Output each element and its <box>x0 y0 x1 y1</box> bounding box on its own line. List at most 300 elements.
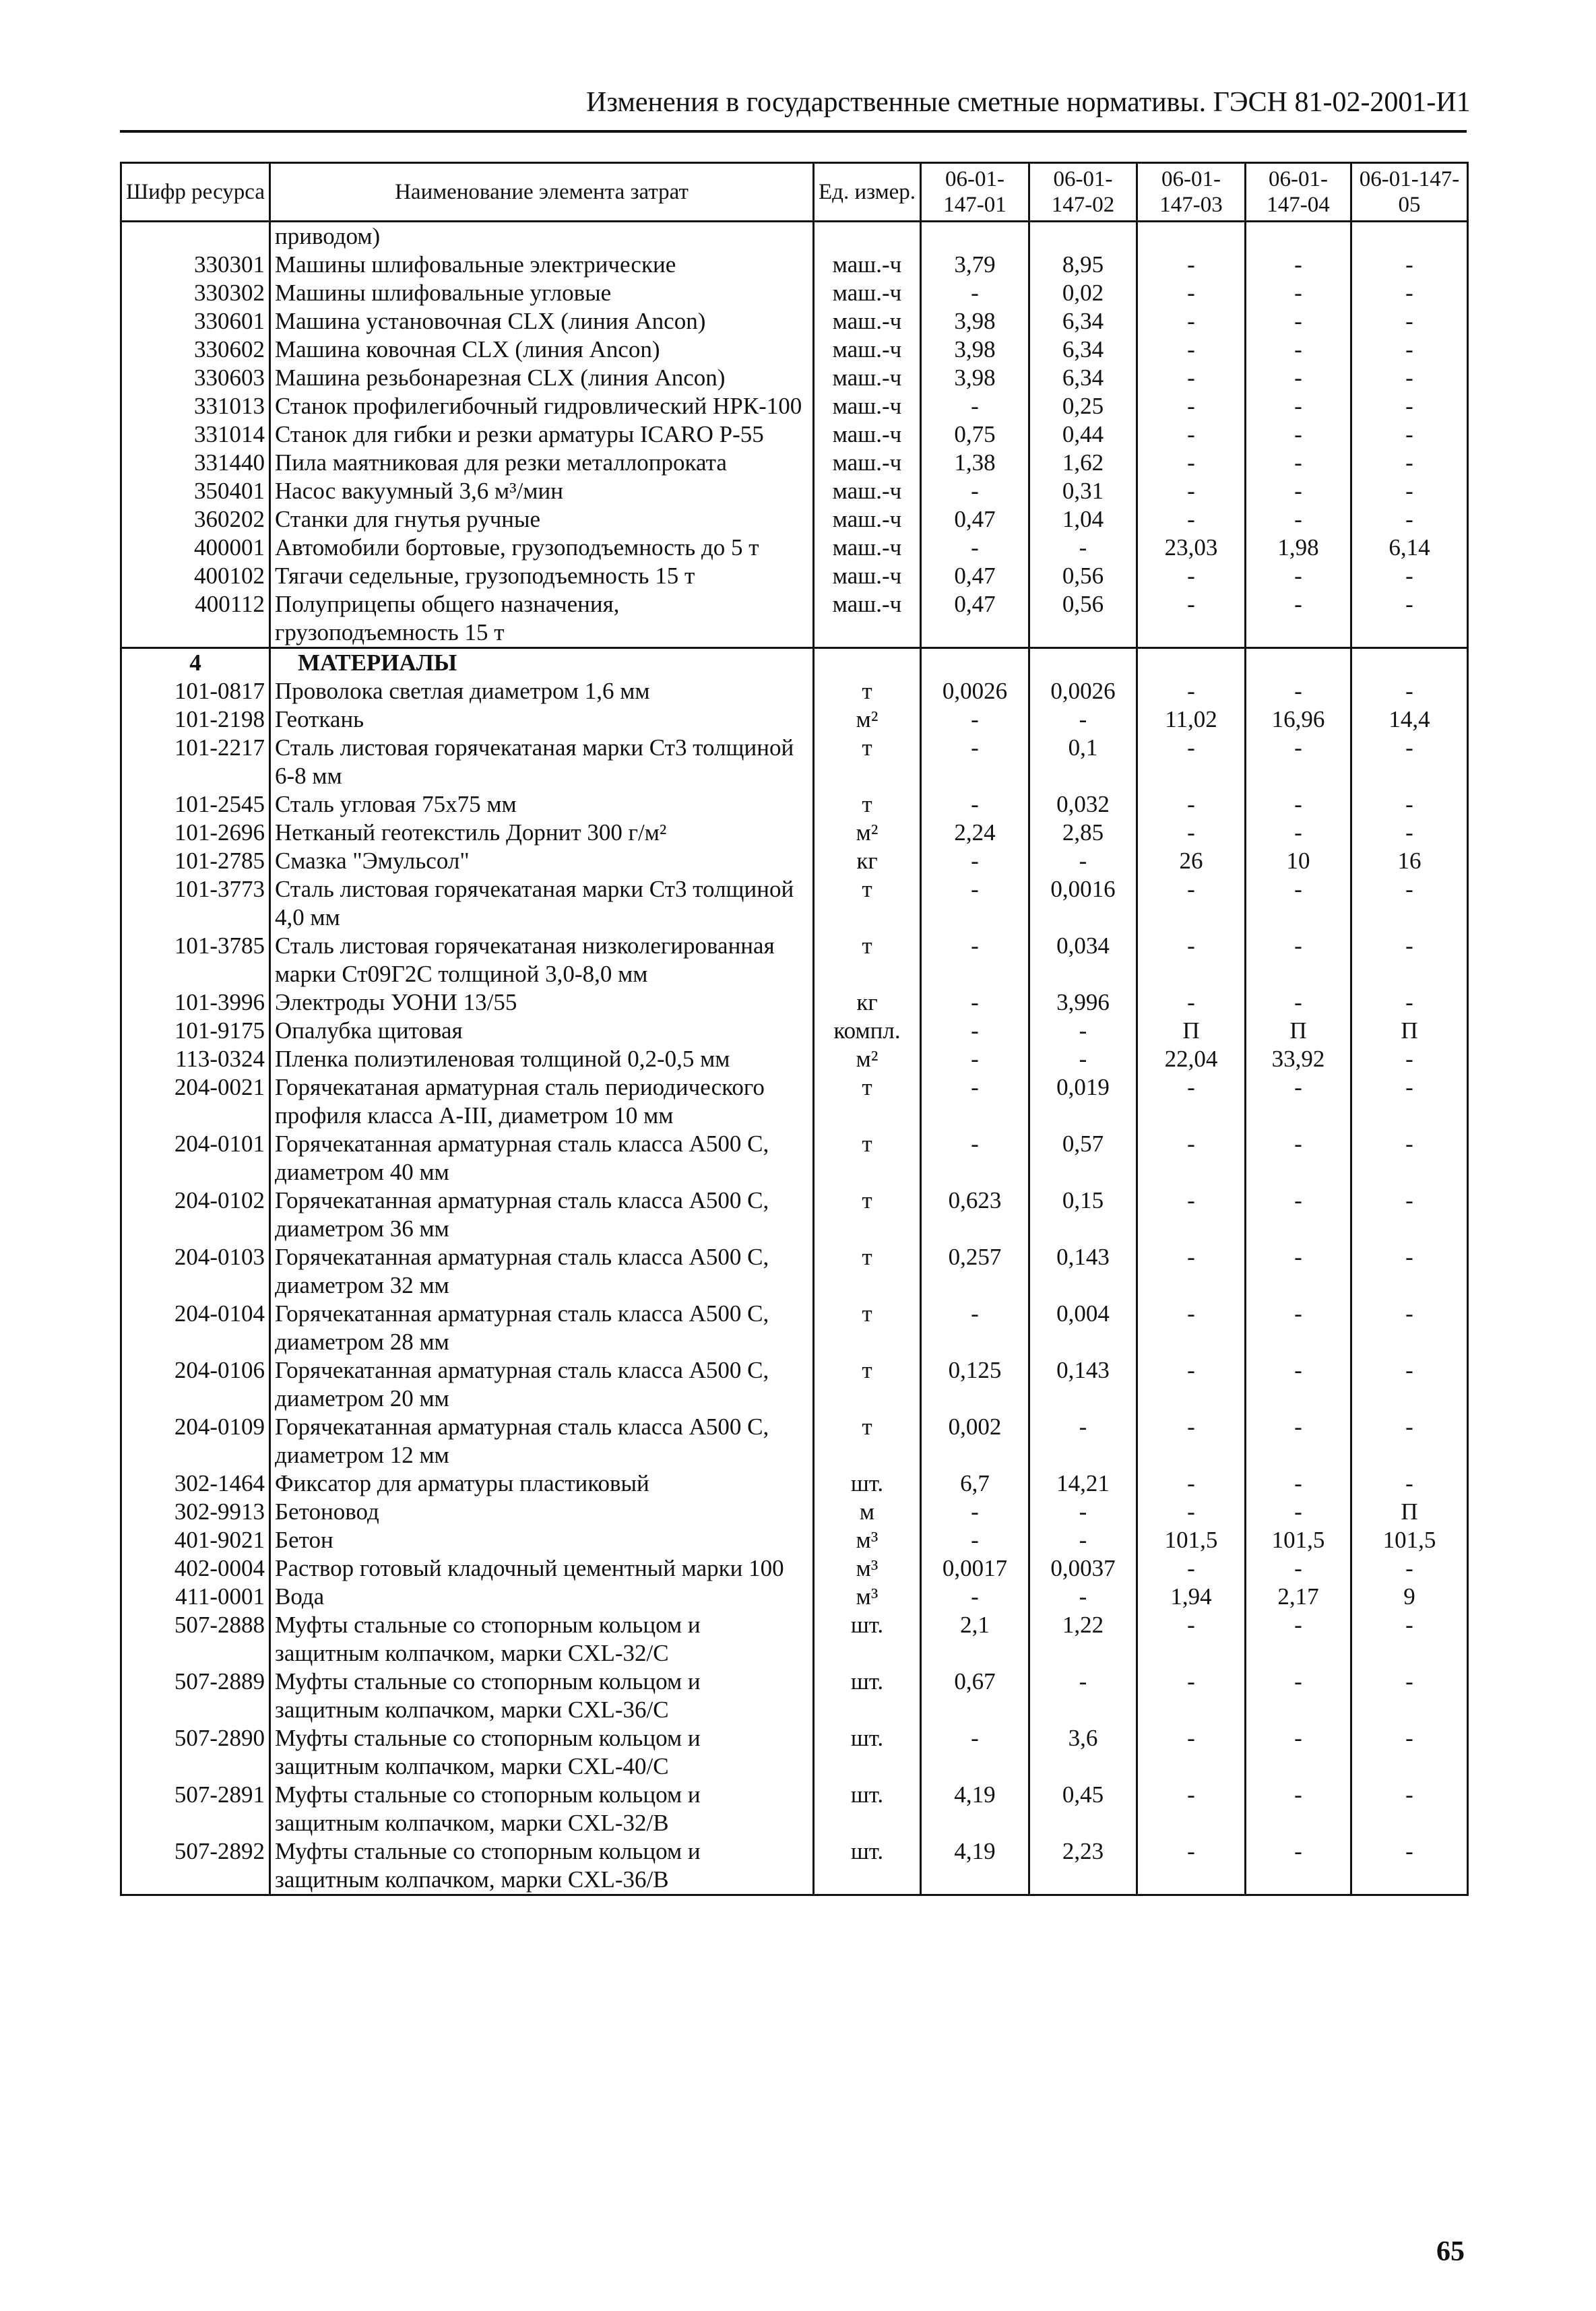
norm-value: - <box>921 477 1029 505</box>
norm-value: - <box>1246 875 1351 932</box>
resource-name: Тягачи седельные, грузоподъемность 15 т <box>270 562 814 590</box>
table-row <box>121 449 1468 477</box>
norm-value: - <box>1351 590 1468 648</box>
resource-unit: т <box>814 1356 921 1413</box>
table-row <box>121 1243 1468 1300</box>
resource-name: Горячекатанная арматурная сталь класса А500 С, диаметром 28 мм <box>270 1300 814 1356</box>
resource-name: Бетон <box>270 1526 814 1554</box>
resource-code: 507-2888 <box>121 1611 270 1668</box>
resource-unit: компл. <box>814 1017 921 1045</box>
empty-cell <box>1246 648 1351 678</box>
table-row <box>121 1045 1468 1073</box>
resource-unit: м³ <box>814 1583 921 1611</box>
norm-value: - <box>1351 420 1468 449</box>
norm-value: 0,47 <box>921 505 1029 534</box>
norm-value: - <box>1246 1611 1351 1668</box>
norm-value: - <box>1246 1554 1351 1583</box>
norm-value: - <box>1351 734 1468 790</box>
norm-value: - <box>1246 988 1351 1017</box>
norm-value <box>1029 222 1137 251</box>
norm-value: 101,5 <box>1246 1526 1351 1554</box>
resource-unit: маш.-ч <box>814 307 921 336</box>
table-row <box>121 1300 1468 1356</box>
norm-value: - <box>1137 449 1246 477</box>
norm-value: - <box>1246 677 1351 705</box>
norm-value: 0,0017 <box>921 1554 1029 1583</box>
resource-code: 204-0101 <box>121 1130 270 1186</box>
header-divider <box>120 130 1467 133</box>
column-header: 06-01-147-01 <box>921 163 1029 222</box>
resource-unit: т <box>814 932 921 988</box>
resource-name: Сталь листовая горячекатаная низколегированная марки Ст09Г2С толщиной 3,0-8,0 мм <box>270 932 814 988</box>
resource-code: 101-2217 <box>121 734 270 790</box>
table-row <box>121 279 1468 307</box>
resource-code: 204-0106 <box>121 1356 270 1413</box>
norm-value: - <box>921 734 1029 790</box>
table-row <box>121 1186 1468 1243</box>
resource-code: 330602 <box>121 336 270 364</box>
table-row <box>121 392 1468 420</box>
norm-value: - <box>1029 1583 1137 1611</box>
norm-value: - <box>1351 1243 1468 1300</box>
resource-unit: м² <box>814 819 921 847</box>
norm-value <box>921 222 1029 251</box>
norm-value: 0,67 <box>921 1668 1029 1724</box>
norm-value: - <box>921 1583 1029 1611</box>
table-row <box>121 420 1468 449</box>
resource-unit: т <box>814 1300 921 1356</box>
resource-code: 204-0109 <box>121 1413 270 1469</box>
table-row <box>121 1469 1468 1498</box>
resource-name: Муфты стальные со стопорным кольцом и защитным колпачком, марки CXL-32/C <box>270 1611 814 1668</box>
table-row <box>121 677 1468 705</box>
resource-code: 331013 <box>121 392 270 420</box>
norm-value: - <box>1351 1356 1468 1413</box>
norm-value: - <box>1351 932 1468 988</box>
norm-value: 0,0026 <box>921 677 1029 705</box>
norm-value: - <box>1246 1781 1351 1837</box>
norm-value: - <box>1246 562 1351 590</box>
norm-value: - <box>1246 1130 1351 1186</box>
norm-value: 0,032 <box>1029 790 1137 819</box>
resource-name: Муфты стальные со стопорным кольцом и защитным колпачком, марки CXL-40/C <box>270 1724 814 1781</box>
table-row <box>121 1554 1468 1583</box>
column-header: 06-01-147-04 <box>1246 163 1351 222</box>
norm-value: - <box>1246 1837 1351 1895</box>
resource-code <box>121 222 270 251</box>
norm-value: 0,004 <box>1029 1300 1137 1356</box>
norm-value: - <box>921 705 1029 734</box>
resource-name: Проволока светлая диаметром 1,6 мм <box>270 677 814 705</box>
norm-value <box>1137 222 1246 251</box>
norm-value: - <box>1137 251 1246 279</box>
norm-value: - <box>1351 1837 1468 1895</box>
table-header <box>121 163 1468 222</box>
column-header: Шифр ресурса <box>121 163 270 222</box>
resource-code: 204-0102 <box>121 1186 270 1243</box>
norm-value: - <box>1137 364 1246 392</box>
norm-value: 2,24 <box>921 819 1029 847</box>
norm-value: 8,95 <box>1029 251 1137 279</box>
norm-value: - <box>1246 1073 1351 1130</box>
norm-value: - <box>1351 677 1468 705</box>
norm-value: - <box>1029 1668 1137 1724</box>
norm-value: 0,143 <box>1029 1356 1137 1413</box>
resource-code: 204-0103 <box>121 1243 270 1300</box>
norm-value: - <box>1137 875 1246 932</box>
norm-value: 23,03 <box>1137 534 1246 562</box>
norm-value: - <box>921 1017 1029 1045</box>
norm-value: 0,623 <box>921 1186 1029 1243</box>
resource-name: Станок профилегибочный гидровлический НРК-100 <box>270 392 814 420</box>
norm-value: 3,6 <box>1029 1724 1137 1781</box>
norm-value: - <box>1137 1356 1246 1413</box>
norm-value: 14,4 <box>1351 705 1468 734</box>
resource-code: 400001 <box>121 534 270 562</box>
resource-unit: м <box>814 1498 921 1526</box>
resource-name: Электроды УОНИ 13/55 <box>270 988 814 1017</box>
norm-value: 2,1 <box>921 1611 1029 1668</box>
norm-value: 0,1 <box>1029 734 1137 790</box>
norm-value: - <box>1351 1130 1468 1186</box>
norm-value: - <box>1137 590 1246 648</box>
resource-code: 101-3996 <box>121 988 270 1017</box>
resource-unit: маш.-ч <box>814 364 921 392</box>
norm-value: 0,75 <box>921 420 1029 449</box>
norm-value: - <box>1246 790 1351 819</box>
norm-value: - <box>1351 1073 1468 1130</box>
norm-value: - <box>1029 1017 1137 1045</box>
norm-value: 1,04 <box>1029 505 1137 534</box>
norm-value: - <box>1246 1243 1351 1300</box>
table-row <box>121 1498 1468 1526</box>
norm-value: - <box>1029 1498 1137 1526</box>
norm-value: - <box>1246 590 1351 648</box>
norm-value: - <box>1137 734 1246 790</box>
resource-name: Машина установочная CLX (линия Ancon) <box>270 307 814 336</box>
resource-unit: т <box>814 1130 921 1186</box>
norm-value: - <box>1246 279 1351 307</box>
column-header: 06-01-147-02 <box>1029 163 1137 222</box>
norm-value: - <box>1351 1554 1468 1583</box>
norm-value: - <box>1246 449 1351 477</box>
norm-value: - <box>1137 1243 1246 1300</box>
norm-value <box>1246 222 1351 251</box>
table-row <box>121 819 1468 847</box>
table-row <box>121 307 1468 336</box>
norm-value: 0,57 <box>1029 1130 1137 1186</box>
norm-value: 6,7 <box>921 1469 1029 1498</box>
resource-code: 411-0001 <box>121 1583 270 1611</box>
norm-value: 0,56 <box>1029 590 1137 648</box>
norm-value: - <box>921 534 1029 562</box>
resource-code: 507-2890 <box>121 1724 270 1781</box>
norm-value: - <box>1246 1668 1351 1724</box>
norm-value: 0,034 <box>1029 932 1137 988</box>
table-row <box>121 1724 1468 1781</box>
norm-value: 6,34 <box>1029 364 1137 392</box>
table-row <box>121 1073 1468 1130</box>
resource-name: Машины шлифовальные электрические <box>270 251 814 279</box>
resource-unit: м² <box>814 705 921 734</box>
table-row <box>121 1781 1468 1837</box>
resource-code: 101-3773 <box>121 875 270 932</box>
norm-value: П <box>1246 1017 1351 1045</box>
resource-name: Полуприцепы общего назначения, грузоподъемность 15 т <box>270 590 814 648</box>
resource-unit: шт. <box>814 1611 921 1668</box>
resource-unit: шт. <box>814 1668 921 1724</box>
norm-value: - <box>1246 932 1351 988</box>
resource-code: 331014 <box>121 420 270 449</box>
resource-unit: т <box>814 734 921 790</box>
resource-name: Станки для гнутья ручные <box>270 505 814 534</box>
resource-code: 204-0104 <box>121 1300 270 1356</box>
resource-unit: т <box>814 790 921 819</box>
resource-unit: м² <box>814 1045 921 1073</box>
resource-unit: маш.-ч <box>814 534 921 562</box>
column-header: 06-01-147-03 <box>1137 163 1246 222</box>
norm-value: - <box>1351 988 1468 1017</box>
resource-unit: т <box>814 1413 921 1469</box>
norm-value: - <box>1246 1498 1351 1526</box>
table-row <box>121 336 1468 364</box>
norm-value: - <box>1137 1300 1246 1356</box>
norm-value: - <box>1351 1724 1468 1781</box>
norm-value: 10 <box>1246 847 1351 875</box>
table-row <box>121 1526 1468 1554</box>
empty-cell <box>1029 648 1137 678</box>
norm-value: - <box>1351 1045 1468 1073</box>
resource-code: 101-3785 <box>121 932 270 988</box>
resource-unit: маш.-ч <box>814 505 921 534</box>
resource-code: 507-2892 <box>121 1837 270 1895</box>
norm-value: - <box>1137 1554 1246 1583</box>
resource-name: приводом) <box>270 222 814 251</box>
resource-code: 101-0817 <box>121 677 270 705</box>
norm-value: 101,5 <box>1137 1526 1246 1554</box>
table-row <box>121 734 1468 790</box>
norm-value: - <box>1137 392 1246 420</box>
norm-value: - <box>1137 1469 1246 1498</box>
norm-value: - <box>1137 1724 1246 1781</box>
resource-unit: м³ <box>814 1554 921 1583</box>
column-header: Ед. измер. <box>814 163 921 222</box>
norm-value: 0,45 <box>1029 1781 1137 1837</box>
resource-name: Горячекатанная арматурная сталь класса А500 С, диаметром 32 мм <box>270 1243 814 1300</box>
norm-value: - <box>1351 1611 1468 1668</box>
norm-value: - <box>1351 1781 1468 1837</box>
resource-unit: шт. <box>814 1469 921 1498</box>
resource-code: 400112 <box>121 590 270 648</box>
norm-value: - <box>1137 1186 1246 1243</box>
resource-code: 113-0324 <box>121 1045 270 1073</box>
norm-value: - <box>1029 705 1137 734</box>
norm-value: - <box>921 1073 1029 1130</box>
section-title: МАТЕРИАЛЫ <box>270 648 814 678</box>
table-row <box>121 590 1468 648</box>
norm-value: - <box>1351 279 1468 307</box>
table-row <box>121 562 1468 590</box>
resource-name: Машина ковочная CLX (линия Ancon) <box>270 336 814 364</box>
norm-value: - <box>1246 1413 1351 1469</box>
norm-value: - <box>1137 1611 1246 1668</box>
norm-value: 0,143 <box>1029 1243 1137 1300</box>
resource-name: Горячекатанная арматурная сталь класса А500 С, диаметром 40 мм <box>270 1130 814 1186</box>
resource-unit: шт. <box>814 1781 921 1837</box>
resource-code: 331440 <box>121 449 270 477</box>
table-row <box>121 505 1468 534</box>
resource-name: Раствор готовый кладочный цементный марки 100 <box>270 1554 814 1583</box>
norm-value: - <box>1351 875 1468 932</box>
norm-value: - <box>921 932 1029 988</box>
norm-value: - <box>1351 336 1468 364</box>
norm-value: - <box>1137 1130 1246 1186</box>
norm-value: - <box>1246 1356 1351 1413</box>
resource-name: Горячекатанная арматурная сталь класса А500 С, диаметром 36 мм <box>270 1186 814 1243</box>
norm-value: - <box>1137 819 1246 847</box>
resource-code: 101-2198 <box>121 705 270 734</box>
resource-unit: м³ <box>814 1526 921 1554</box>
resource-code: 400102 <box>121 562 270 590</box>
resource-table <box>120 162 1469 1896</box>
resource-name: Сталь угловая 75х75 мм <box>270 790 814 819</box>
resource-name: Пила маятниковая для резки металлопроката <box>270 449 814 477</box>
norm-value: - <box>1246 1186 1351 1243</box>
resource-name: Автомобили бортовые, грузоподъемность до 5 т <box>270 534 814 562</box>
empty-cell <box>921 648 1029 678</box>
norm-value: 6,34 <box>1029 307 1137 336</box>
resource-name: Горячекатанная арматурная сталь класса А500 С, диаметром 20 мм <box>270 1356 814 1413</box>
norm-value: - <box>921 279 1029 307</box>
page-header-title: Изменения в государственные сметные нормативы. ГЭСН 81-02-2001-И1 <box>586 87 1471 118</box>
norm-value: - <box>1351 307 1468 336</box>
table-row <box>121 705 1468 734</box>
resource-code: 302-9913 <box>121 1498 270 1526</box>
norm-value: 0,47 <box>921 562 1029 590</box>
resource-code: 360202 <box>121 505 270 534</box>
norm-value: 14,21 <box>1029 1469 1137 1498</box>
norm-value: - <box>1137 790 1246 819</box>
norm-value: - <box>921 790 1029 819</box>
norm-value: - <box>921 847 1029 875</box>
norm-value: - <box>1351 1469 1468 1498</box>
resource-code: 101-2696 <box>121 819 270 847</box>
resource-code: 402-0004 <box>121 1554 270 1583</box>
norm-value: - <box>1137 1837 1246 1895</box>
resource-code: 101-9175 <box>121 1017 270 1045</box>
table-row <box>121 875 1468 932</box>
norm-value: - <box>1029 1413 1137 1469</box>
norm-value: - <box>1137 505 1246 534</box>
resource-name: Муфты стальные со стопорным кольцом и защитным колпачком, марки CXL-36/B <box>270 1837 814 1895</box>
norm-value: 0,125 <box>921 1356 1029 1413</box>
norm-value: - <box>921 1498 1029 1526</box>
table-row <box>121 1611 1468 1668</box>
norm-value: - <box>1137 1668 1246 1724</box>
resource-unit: маш.-ч <box>814 420 921 449</box>
norm-value: 0,019 <box>1029 1073 1137 1130</box>
norm-value: - <box>1351 1186 1468 1243</box>
norm-value: - <box>1351 1300 1468 1356</box>
resource-unit: маш.-ч <box>814 449 921 477</box>
table-row <box>121 1017 1468 1045</box>
norm-value: 16,96 <box>1246 705 1351 734</box>
norm-value: 6,14 <box>1351 534 1468 562</box>
resource-name: Пленка полиэтиленовая толщиной 0,2-0,5 мм <box>270 1045 814 1073</box>
norm-value: 22,04 <box>1137 1045 1246 1073</box>
table-row <box>121 1413 1468 1469</box>
norm-value: - <box>921 1526 1029 1554</box>
resource-name: Геоткань <box>270 705 814 734</box>
norm-value: - <box>1246 1469 1351 1498</box>
norm-value: 2,85 <box>1029 819 1137 847</box>
norm-value: - <box>1029 534 1137 562</box>
norm-value: - <box>1137 1073 1246 1130</box>
resource-name: Опалубка щитовая <box>270 1017 814 1045</box>
resource-code: 302-1464 <box>121 1469 270 1498</box>
resource-name: Муфты стальные со стопорным кольцом и защитным колпачком, марки CXL-32/B <box>270 1781 814 1837</box>
norm-value: - <box>1246 307 1351 336</box>
norm-value: - <box>1137 279 1246 307</box>
norm-value: П <box>1351 1498 1468 1526</box>
resource-name: Муфты стальные со стопорным кольцом и защитным колпачком, марки CXL-36/C <box>270 1668 814 1724</box>
norm-value: - <box>1137 336 1246 364</box>
norm-value: 11,02 <box>1137 705 1246 734</box>
norm-value: 33,92 <box>1246 1045 1351 1073</box>
resource-unit: шт. <box>814 1724 921 1781</box>
norm-value: - <box>1351 819 1468 847</box>
norm-value: 9 <box>1351 1583 1468 1611</box>
norm-value: 0,15 <box>1029 1186 1137 1243</box>
norm-value: 2,17 <box>1246 1583 1351 1611</box>
resource-unit: маш.-ч <box>814 279 921 307</box>
resource-unit <box>814 222 921 251</box>
table-row <box>121 251 1468 279</box>
norm-value: 4,19 <box>921 1837 1029 1895</box>
table-row <box>121 932 1468 988</box>
norm-value: - <box>1351 505 1468 534</box>
resource-code: 401-9021 <box>121 1526 270 1554</box>
norm-value: - <box>1137 562 1246 590</box>
norm-value: - <box>1137 1781 1246 1837</box>
table-row <box>121 988 1468 1017</box>
norm-value: - <box>921 392 1029 420</box>
resource-name: Бетоновод <box>270 1498 814 1526</box>
resource-unit: т <box>814 875 921 932</box>
norm-value: - <box>1137 932 1246 988</box>
norm-value: 0,0026 <box>1029 677 1137 705</box>
norm-value: - <box>921 1045 1029 1073</box>
norm-value: - <box>1246 251 1351 279</box>
table-row <box>121 790 1468 819</box>
table-row <box>121 1356 1468 1413</box>
table-row <box>121 1583 1468 1611</box>
resource-unit: т <box>814 677 921 705</box>
resource-code: 350401 <box>121 477 270 505</box>
norm-value: - <box>1246 420 1351 449</box>
norm-value: 3,996 <box>1029 988 1137 1017</box>
norm-value: - <box>1137 420 1246 449</box>
norm-value: - <box>1246 819 1351 847</box>
norm-value: 1,98 <box>1246 534 1351 562</box>
norm-value: - <box>921 1300 1029 1356</box>
norm-value: 3,98 <box>921 336 1029 364</box>
resource-code: 330601 <box>121 307 270 336</box>
norm-value: - <box>921 1724 1029 1781</box>
resource-unit: кг <box>814 847 921 875</box>
resource-name: Машина резьбонарезная CLX (линия Ancon) <box>270 364 814 392</box>
norm-value: П <box>1351 1017 1468 1045</box>
